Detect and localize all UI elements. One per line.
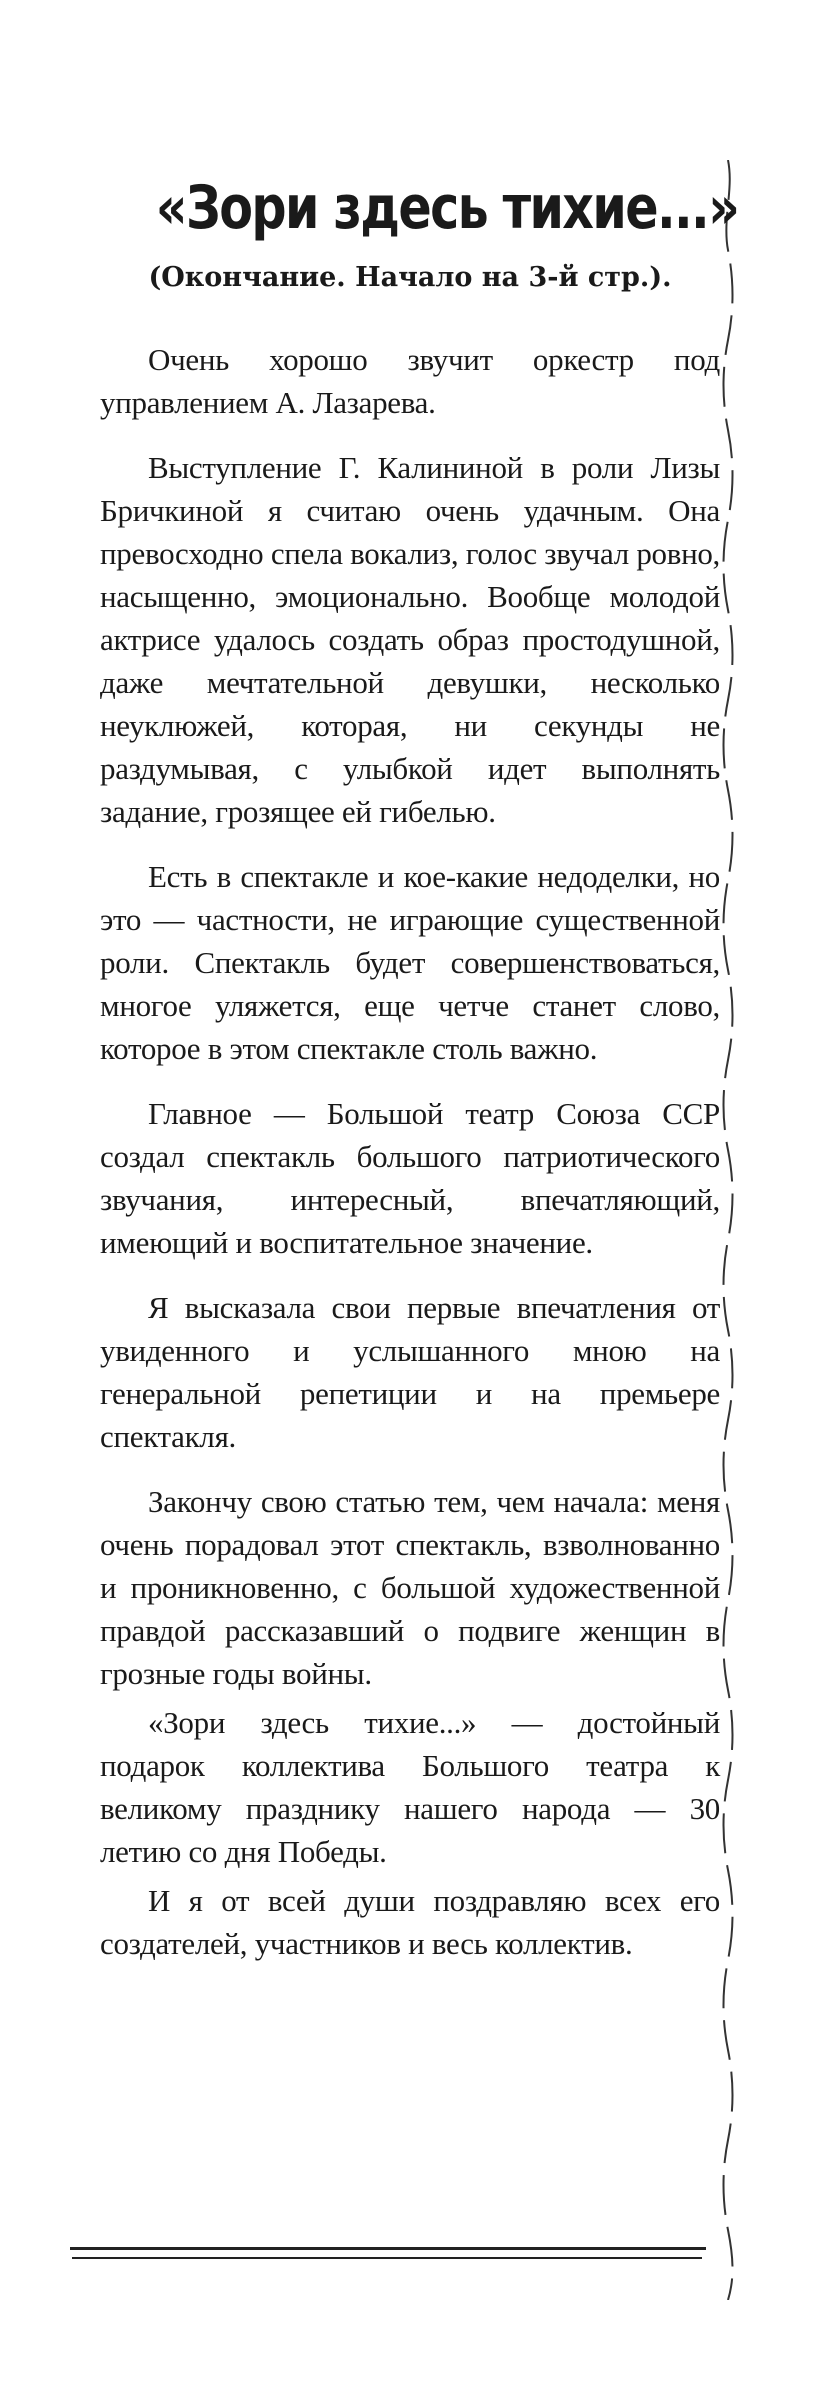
paragraph: Закончу свою статью тем, чем начала: меня очень порадовал этот спектакль, взволнованно и проникновенно, с большой художественной правдой рассказавший о подвиге женщин в грозные годы войны. [100, 1484, 720, 1691]
paragraph: Очень хорошо звучит оркестр под управлением А. Лазарева. [100, 342, 720, 420]
paragraph: Я высказала свои первые впечатления от увиденного и услышанного мною на генеральной репетиции и на премьере спектакля. [100, 1290, 720, 1454]
paragraph: Выступление Г. Калининой в роли Лизы Бричкиной я считаю очень удачным. Она превосходно спела вокализ, голос звучал ровно, насыщенно, эмоционально. Вообще молодой актрисе удалось создать образ простодушной, даже мечтательной девушки, несколько неуклюжей, которая, ни секунды не раздумывая, с улыбкой идет выполнять задание, грозящее ей гибелью. [100, 450, 721, 829]
paragraph: Есть в спектакле и кое-какие недоделки, но это — частности, не играющие существенной роли. Спектакль будет совершенствоваться, многое уляжется, еще четче станет слово, которое в этом спектакле столь важно. [100, 859, 720, 1066]
article-title: «Зори здесь тихие...» [155, 173, 739, 243]
article-body [100, 338, 720, 1965]
article-subtitle: (Окончание. Начало на 3-й стр.). [148, 262, 672, 293]
closing-rule-thin [72, 2257, 702, 2259]
closing-rule-thick [70, 2247, 706, 2250]
paragraph: Главное — Большой театр Союза ССР создал спектакль большого патриотического звучания, интересный, впечатляющий, имеющий и воспитательное значение. [100, 1096, 720, 1260]
article-column [100, 168, 739, 1987]
wavy-column-border [722, 160, 734, 2300]
paragraph: И я от всей души поздравляю всех его создателей, участников и весь коллектив. [100, 1883, 720, 1961]
paragraph: «Зори здесь тихие...» — достойный подарок коллектива Большого театра к великому празднику нашего народа — 30 летию со дня Победы. [100, 1705, 720, 1869]
